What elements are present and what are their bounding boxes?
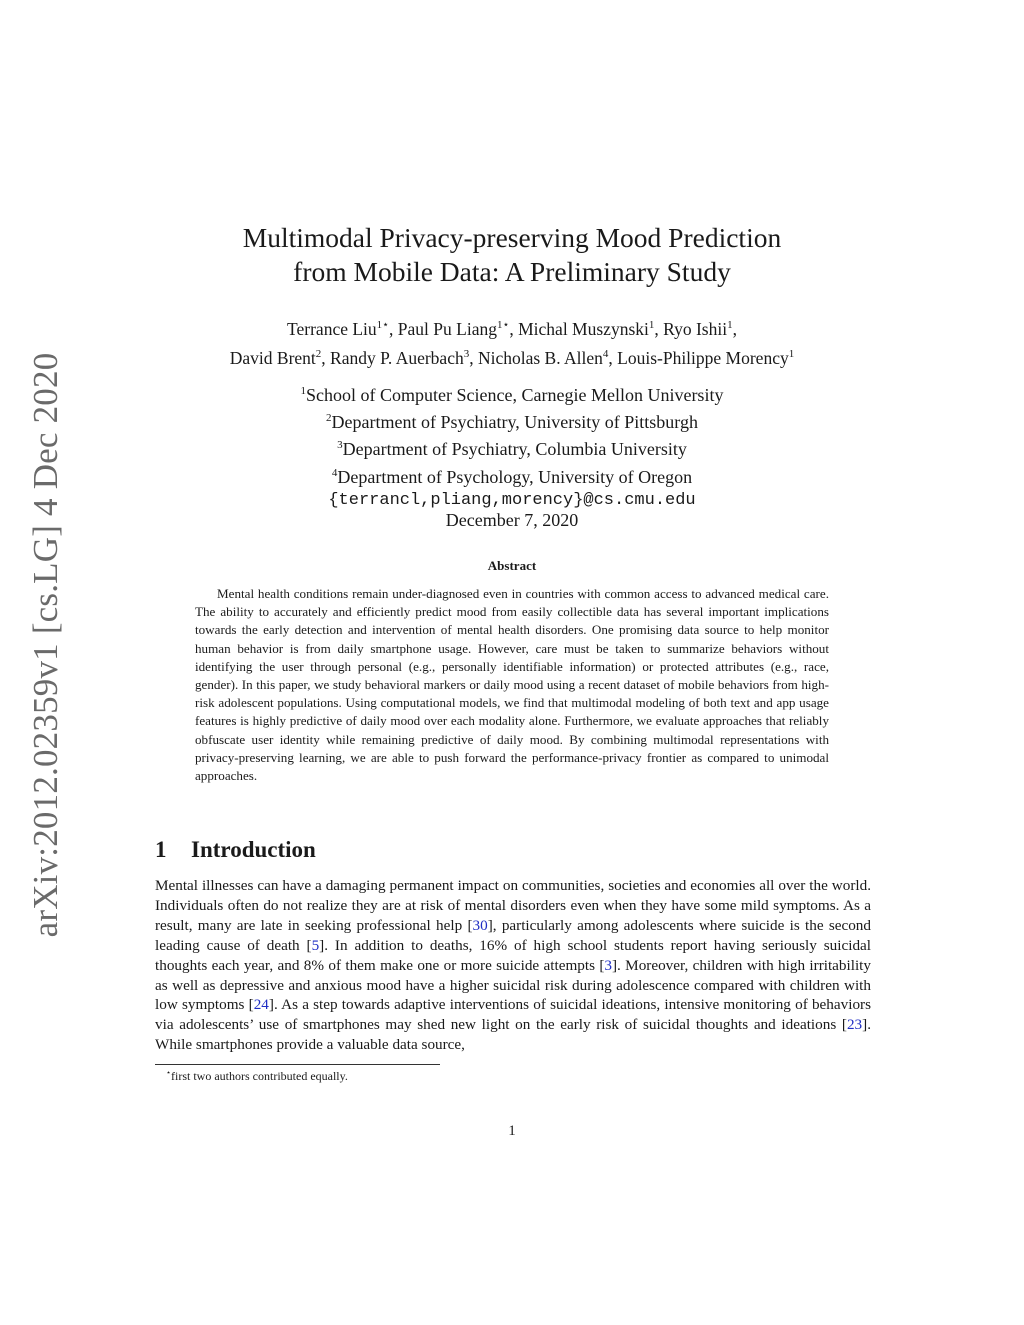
section-title: Introduction (191, 837, 316, 862)
author-affiliation-mark: 1 (648, 319, 655, 331)
footnote-mark: ⋆ (166, 1068, 172, 1077)
author-affiliation-mark: 3 (463, 347, 470, 360)
affiliation-text: Department of Psychology, University of Oregon (337, 466, 693, 487)
author-affiliation-mark: 2 (315, 347, 322, 360)
author-affiliation-mark: 1 (727, 319, 733, 331)
author-name: Terrance Liu (287, 318, 377, 339)
footnote-text: first two authors contributed equally. (171, 1069, 348, 1083)
intro-text: ]. While smartphones provide a valuable data source, (155, 1016, 871, 1054)
author-affiliation-mark: 1⋆ (496, 319, 510, 331)
introduction-body (155, 876, 871, 1055)
citation-link[interactable]: 5 (311, 936, 320, 954)
author-separator: , (321, 347, 331, 368)
affiliation-text: Department of Psychiatry, Columbia University (342, 439, 687, 460)
affiliation-mark: 4 (331, 466, 338, 479)
author-name: Louis-Philippe Morency (617, 347, 789, 368)
intro-text: ], particularly among adolescents where suicide is the second leading cause of death [ (155, 916, 871, 954)
affiliation-text: Department of Psychiatry, University of Pittsburgh (331, 412, 698, 433)
author-list (0, 313, 1024, 371)
citation-link[interactable]: 23 (846, 1016, 863, 1034)
author-name: David Brent (229, 347, 316, 368)
footnote-rule (155, 1064, 440, 1065)
author-affiliation-mark: 4 (602, 347, 609, 360)
author-separator: , (608, 347, 618, 368)
introduction-paragraph (155, 876, 871, 1055)
author-name: Michal Muszynski (518, 318, 649, 339)
abstract-text: Mental health conditions remain under-diagnosed even in countries with common access to advanced medical care. The ability to accurately and efficiently predict mood from easily collectible data has several important implications towards the early detection and intervention of mental health disorders. One promising data source to help monitor human behavior is from daily smartphone usage. However, care must be taken to summarize behaviors without identifying the user through personal (e.g., personally identifiable information) or protected attributes (e.g., race, gender). In this paper, we study behavioral markers or daily mood using a recent dataset of mobile behaviors from high-risk adolescent populations. Using computational models, we find that multimodal modeling of both text and app usage features is highly predictive of daily mood over each modality alone. Furthermore, we evaluate approaches that reliably obfuscate user identity while remaining predictive of daily mood. By combining multimodal representations with privacy-preserving learning, we are able to push forward the performance-privacy frontier as compared to unimodal approaches. (195, 586, 829, 784)
author-separator: , (389, 318, 398, 339)
author-line-1 (0, 313, 1024, 342)
citation-link[interactable]: 30 (472, 916, 488, 934)
section-heading (155, 837, 316, 863)
author-name: Ryo Ishii (663, 318, 728, 339)
author-separator: , (469, 347, 478, 368)
intro-text: Mental illnesses can have a damaging permanent impact on communities, societies and economies all over the world. Individuals often do not realize they are at risk of mental disorders even when they have some mild symptoms. As a result, many are late in seeking professional help [ (155, 877, 871, 934)
page-number: 1 (508, 1123, 516, 1139)
intro-text: ]. In addition to deaths, 16% of high school students report having seriously suicidal thoughts each year, and 8% of them make one or more suicide attempts [ (155, 936, 871, 974)
author-separator: , (732, 318, 737, 339)
author-affiliation-mark: 1⋆ (376, 319, 390, 331)
title-line-2: from Mobile Data: A Preliminary Study (293, 256, 731, 287)
author-name: Paul Pu Liang (397, 318, 497, 339)
affiliation-text: School of Computer Science, Carnegie Mellon University (306, 385, 724, 405)
affiliation-mark: 2 (326, 412, 332, 425)
author-affiliation-mark: 1 (788, 347, 795, 360)
author-separator: , (509, 318, 519, 339)
author-name: Nicholas B. Allen (477, 347, 603, 368)
affiliation (0, 462, 1024, 489)
author-line-2 (0, 342, 1024, 371)
affiliations (0, 380, 1024, 512)
section-number: 1 (155, 837, 167, 862)
affiliation-mark: 3 (337, 439, 343, 452)
affiliation-mark: 1 (300, 385, 307, 397)
author-separator: , (654, 318, 664, 339)
paper-date: December 7, 2020 (445, 510, 579, 530)
affiliation-list (0, 380, 1024, 489)
paper-title (0, 221, 1024, 289)
title-line-1: Multimodal Privacy-preserving Mood Prediction (242, 222, 782, 253)
affiliation (0, 434, 1024, 461)
citation-link[interactable]: 24 (253, 996, 269, 1014)
intro-text: ]. Moreover, children with high irritability as well as depressive and anxious mood have a higher suicidal risk during adolescence compared with children with low symptoms [ (155, 956, 871, 1014)
author-emails: {terrancl,pliang,morency}@cs.cmu.edu (328, 490, 696, 510)
arxiv-stamp-text: arXiv:2012.02359v1 [cs.LG] 4 Dec 2020 (26, 352, 65, 938)
abstract-body (195, 585, 829, 785)
affiliation (0, 380, 1024, 407)
citation-link[interactable]: 3 (604, 956, 612, 974)
footnote (166, 1068, 348, 1084)
affiliation (0, 407, 1024, 434)
intro-text: ]. As a step towards adaptive interventions of suicidal ideations, intensive monitoring of behaviors via adolescents’ use of smartphones may shed new light on the early risk of suicidal thoughts and ideations [ (155, 996, 871, 1034)
abstract-heading: Abstract (487, 558, 537, 573)
author-name: Randy P. Auerbach (330, 347, 464, 368)
